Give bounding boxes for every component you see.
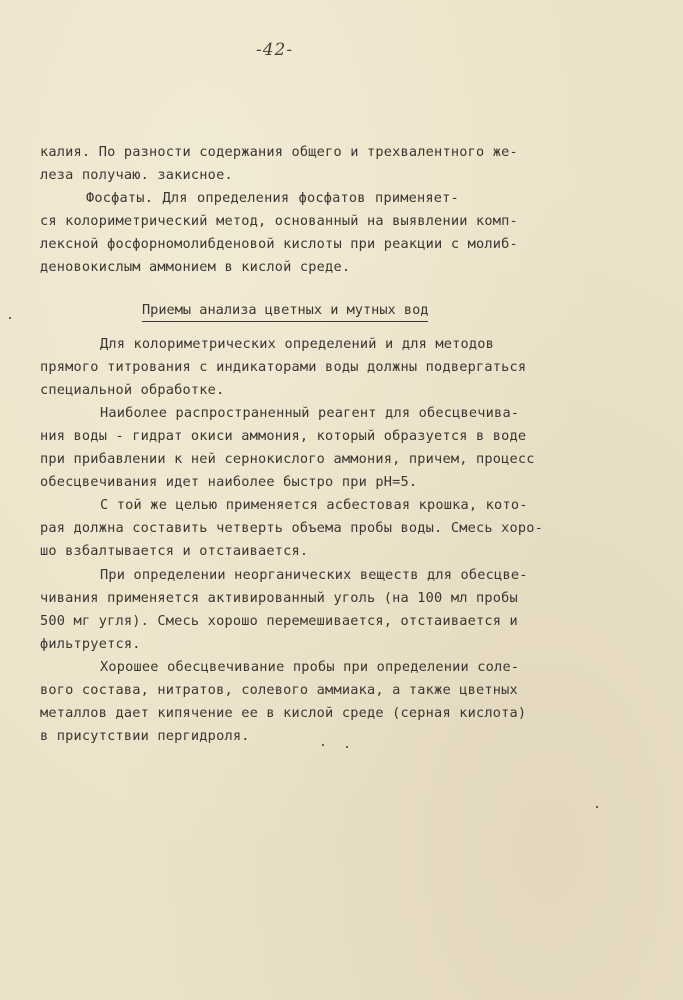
stray-mark [596, 806, 598, 808]
text-line: в присутствии пергидроля. [40, 728, 250, 744]
text-line: прямого титрования с индикаторами воды должны подвергаться [40, 359, 527, 375]
stray-mark [346, 746, 348, 748]
text-line: леза получаю. закисное. [40, 167, 233, 183]
section-heading: Приемы анализа цветных и мутных вод [142, 302, 428, 322]
text-line: Наиболее распространенный реагент для обесцвечива- [100, 405, 520, 421]
text-line: деновокислым аммонием в кислой среде. [40, 259, 351, 275]
text-line: фильтруется. [40, 636, 141, 652]
text-line: при прибавлении к ней сернокислого аммония, причем, процесс [40, 451, 535, 467]
text-line: калия. По разности содержания общего и трехвалентного же- [40, 144, 518, 160]
text-line: ния воды - гидрат окиси аммония, который образуется в воде [40, 428, 527, 444]
text-line: специальной обработке. [40, 382, 225, 398]
text-line: Для колориметрических определений и для методов [100, 336, 495, 352]
text-line: рая должна составить четверть объема пробы воды. Смесь хоро- [40, 520, 544, 536]
text-line: металлов дает кипячение ее в кислой среде (серная кислота) [40, 705, 527, 721]
text-line: С той же целью применяется асбестовая крошка, кото- [100, 497, 528, 513]
stray-mark [322, 744, 324, 746]
page-number: -42- [256, 40, 294, 60]
text-line: 500 мг угля). Смесь хорошо перемешивается, отстаивается и [40, 613, 518, 629]
stray-mark [9, 317, 11, 319]
text-line: ся колориметрический метод, основанный на выявлении комп- [40, 213, 518, 229]
text-line: чивания применяется активированный уголь (на 100 мл пробы [40, 590, 518, 606]
text-line: вого состава, нитратов, солевого аммиака, а также цветных [40, 682, 518, 698]
text-line: обесцвечивания идет наиболее быстро при pH=5. [40, 474, 418, 490]
text-line: Хорошее обесцвечивание пробы при определении соле- [100, 659, 520, 675]
text-line: При определении неорганических веществ для обесцве- [100, 567, 528, 583]
text-line: шо взбалтывается и отстаивается. [40, 543, 309, 559]
text-line: лексной фосфорномолибденовой кислоты при реакции с молиб- [40, 236, 518, 252]
text-line: Фосфаты. Для определения фосфатов применяет- [86, 190, 459, 206]
